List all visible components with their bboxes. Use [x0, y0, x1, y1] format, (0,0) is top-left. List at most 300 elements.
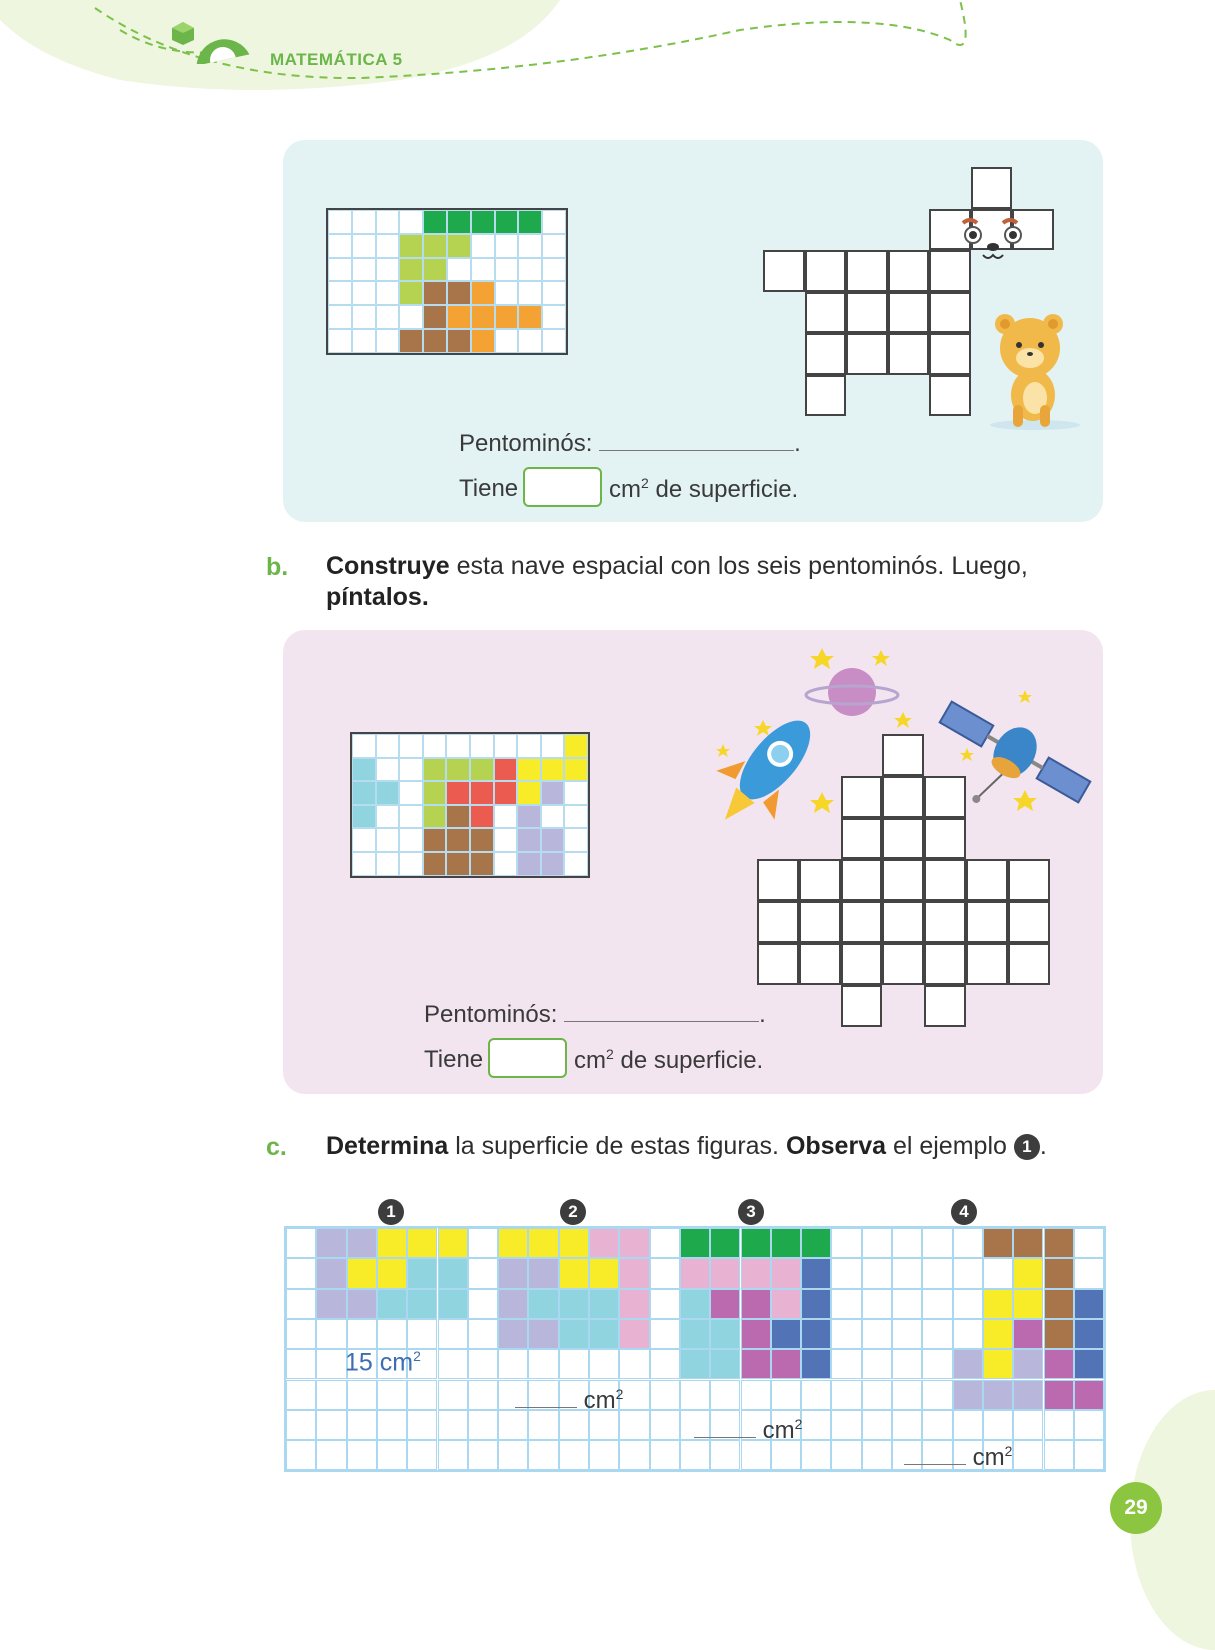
grid-cell	[316, 1440, 346, 1470]
grid-cell	[518, 305, 542, 329]
grid-cell	[438, 1228, 468, 1258]
figure-cell	[757, 901, 799, 943]
grid-cell	[831, 1349, 861, 1379]
grid-cell	[518, 329, 542, 353]
grid-cell	[680, 1228, 710, 1258]
grid-cell	[862, 1410, 892, 1440]
grid-cell	[801, 1289, 831, 1319]
grid-cell	[316, 1228, 346, 1258]
grid-cell	[471, 210, 495, 234]
grid-cell	[376, 210, 400, 234]
grid-cell	[447, 258, 471, 282]
grid-cell	[892, 1349, 922, 1379]
protractor-icon	[192, 22, 254, 64]
grid-cell	[559, 1349, 589, 1379]
instruction-b-bold1: Construye	[326, 552, 450, 580]
grid-cell	[528, 1289, 558, 1319]
instruction-c-text1: la superficie de estas figuras.	[448, 1132, 786, 1160]
grid-cell	[922, 1228, 952, 1258]
figure-3-answer-text: cm	[762, 1417, 795, 1444]
area-input-b[interactable]	[488, 1038, 567, 1078]
grid-cell	[352, 210, 376, 234]
figure-cell	[929, 292, 971, 334]
grid-cell	[741, 1289, 771, 1319]
figure-cell	[882, 901, 924, 943]
grid-cell	[347, 1319, 377, 1349]
figure-cell	[805, 375, 847, 417]
grid-cell	[801, 1380, 831, 1410]
grid-cell	[1074, 1319, 1104, 1349]
grid-cell	[438, 1258, 468, 1288]
figure-cell	[805, 333, 847, 375]
grid-cell	[564, 734, 588, 758]
grid-cell	[619, 1258, 649, 1288]
grid-cell	[680, 1349, 710, 1379]
grid-cell	[1013, 1440, 1043, 1470]
grid-cell	[494, 852, 518, 876]
grid-cell	[892, 1258, 922, 1288]
grid-cell	[831, 1410, 861, 1440]
figure-cell	[841, 859, 883, 901]
figure-4-answer-exp: 2	[1004, 1443, 1013, 1459]
grid-cell	[376, 734, 400, 758]
grid-cell	[619, 1380, 649, 1410]
grid-cell	[423, 758, 447, 782]
grid-cell	[423, 234, 447, 258]
grid-cell	[892, 1289, 922, 1319]
grid-cell	[517, 805, 541, 829]
grid-cell	[495, 329, 519, 353]
figure-4-blank[interactable]	[904, 1464, 966, 1465]
grid-cell	[564, 781, 588, 805]
grid-cell	[1044, 1289, 1074, 1319]
grid-cell	[399, 758, 423, 782]
grid-cell	[1074, 1258, 1104, 1288]
grid-cell	[710, 1258, 740, 1288]
grid-cell	[831, 1228, 861, 1258]
grid-cell	[468, 1380, 498, 1410]
grid-cell	[423, 734, 447, 758]
figure-cell	[799, 943, 841, 985]
grid-cell	[423, 258, 447, 282]
grid-cell	[352, 258, 376, 282]
grid-cell	[376, 281, 400, 305]
grid-cell	[564, 758, 588, 782]
grid-cell	[446, 758, 470, 782]
grid-cell	[446, 781, 470, 805]
pentominos-label-b: Pentominós:	[424, 1001, 558, 1028]
grid-cell	[1074, 1380, 1104, 1410]
figure-4-answer[interactable]	[904, 1443, 1012, 1472]
grid-cell	[650, 1228, 680, 1258]
grid-cell	[528, 1440, 558, 1470]
grid-cell	[1044, 1258, 1074, 1288]
grid-cell	[468, 1440, 498, 1470]
grid-cell	[468, 1410, 498, 1440]
header-title: MATEMÁTICA 5	[270, 50, 403, 69]
grid-cell	[831, 1440, 861, 1470]
grid-cell	[517, 781, 541, 805]
grid-cell	[771, 1258, 801, 1288]
grid-cell	[377, 1319, 407, 1349]
grid-cell	[1013, 1228, 1043, 1258]
grid-cell	[347, 1258, 377, 1288]
grid-cell	[468, 1258, 498, 1288]
grid-cell	[376, 305, 400, 329]
grid-cell	[953, 1380, 983, 1410]
grid-cell	[352, 734, 376, 758]
grid-cell	[470, 758, 494, 782]
pentomino-grid-a	[328, 210, 566, 353]
figure-4-number: 4	[951, 1199, 977, 1225]
figure-cell	[846, 292, 888, 334]
grid-cell	[801, 1319, 831, 1349]
instruction-c-text2: el ejemplo	[886, 1132, 1014, 1160]
grid-cell	[559, 1258, 589, 1288]
grid-cell	[518, 210, 542, 234]
grid-cell	[771, 1349, 801, 1379]
grid-cell	[1044, 1319, 1074, 1349]
grid-cell	[589, 1228, 619, 1258]
grid-cell	[564, 852, 588, 876]
grid-cell	[316, 1319, 346, 1349]
figure-cell	[924, 943, 966, 985]
figure-cell	[841, 985, 883, 1027]
grid-cell	[377, 1410, 407, 1440]
grid-cell	[399, 734, 423, 758]
grid-cell	[922, 1258, 952, 1288]
grid-cell	[407, 1319, 437, 1349]
grid-cell	[953, 1258, 983, 1288]
grid-cell	[377, 1258, 407, 1288]
grid-cell	[495, 281, 519, 305]
bear-illustration	[985, 310, 1085, 430]
grid-cell	[399, 828, 423, 852]
grid-cell	[495, 210, 519, 234]
figure-cell	[757, 859, 799, 901]
grid-cell	[680, 1289, 710, 1319]
figure-1-answer	[345, 1348, 421, 1377]
grid-cell	[328, 210, 352, 234]
figure-cell	[929, 333, 971, 375]
figure-cell	[799, 901, 841, 943]
grid-cell	[801, 1228, 831, 1258]
grid-cell	[892, 1410, 922, 1440]
grid-cell	[801, 1440, 831, 1470]
grid-cell	[517, 758, 541, 782]
grid-cell	[589, 1258, 619, 1288]
grid-cell	[447, 234, 471, 258]
grid-cell	[619, 1349, 649, 1379]
figure-cell	[805, 292, 847, 334]
grid-cell	[494, 734, 518, 758]
grid-cell	[771, 1228, 801, 1258]
figure-3-answer-exp: 2	[794, 1416, 803, 1432]
figure-cell	[888, 250, 930, 292]
figure-cell	[1008, 859, 1050, 901]
grid-cell	[619, 1228, 649, 1258]
grid-cell	[438, 1440, 468, 1470]
figure-3-number: 3	[738, 1199, 764, 1225]
grid-cell	[494, 781, 518, 805]
dog-face	[955, 215, 1025, 265]
grid-cell	[352, 305, 376, 329]
grid-cell	[528, 1319, 558, 1349]
grid-cell	[1044, 1440, 1074, 1470]
grid-cell	[680, 1380, 710, 1410]
grid-cell	[352, 329, 376, 353]
grid-cell	[710, 1228, 740, 1258]
grid-cell	[710, 1319, 740, 1349]
grid-cell	[541, 805, 565, 829]
grid-cell	[352, 805, 376, 829]
grid-cell	[352, 828, 376, 852]
figure-cell	[1008, 943, 1050, 985]
area-input-a[interactable]	[523, 467, 602, 507]
grid-cell	[892, 1228, 922, 1258]
tiene-label-b: Tiene	[424, 1046, 484, 1073]
grid-cell	[286, 1289, 316, 1319]
grid-cell	[650, 1289, 680, 1319]
grid-cell	[447, 281, 471, 305]
example-num-badge: 1	[1014, 1134, 1040, 1160]
pentominos-line-b: Pentominós: .	[424, 1001, 766, 1028]
grid-cell	[468, 1289, 498, 1319]
figure-3-blank[interactable]	[694, 1437, 756, 1438]
figure-cell	[763, 250, 805, 292]
grid-cell	[328, 329, 352, 353]
grid-cell	[771, 1289, 801, 1319]
grid-cell	[528, 1349, 558, 1379]
section-b-letter: b.	[266, 553, 289, 581]
grid-cell	[528, 1258, 558, 1288]
grid-cell	[741, 1319, 771, 1349]
grid-cell	[619, 1410, 649, 1440]
grid-cell	[468, 1228, 498, 1258]
figure-1-answer-exp: 2	[413, 1348, 421, 1364]
figure-cell	[846, 250, 888, 292]
grid-cell	[542, 305, 566, 329]
grid-cell	[953, 1289, 983, 1319]
grid-cell	[517, 828, 541, 852]
grid-cell	[399, 805, 423, 829]
grid-cell	[518, 281, 542, 305]
grid-cell	[376, 781, 400, 805]
figure-cell	[966, 943, 1008, 985]
grid-cell	[1074, 1440, 1104, 1470]
grid-cell	[710, 1349, 740, 1379]
grid-cell	[423, 852, 447, 876]
grid-cell	[399, 305, 423, 329]
grid-cell	[680, 1319, 710, 1349]
figure-cell	[924, 859, 966, 901]
grid-cell	[983, 1380, 1013, 1410]
grid-cell	[468, 1319, 498, 1349]
figure-cell	[924, 901, 966, 943]
grid-cell	[328, 234, 352, 258]
figure-cell	[966, 859, 1008, 901]
grid-cell	[953, 1228, 983, 1258]
figure-cell	[882, 859, 924, 901]
grid-cell	[862, 1258, 892, 1288]
grid-cell	[446, 828, 470, 852]
grid-cell	[399, 234, 423, 258]
grid-cell	[1013, 1349, 1043, 1379]
grid-cell	[328, 305, 352, 329]
grid-cell	[423, 828, 447, 852]
grid-cell	[619, 1440, 649, 1470]
grid-cell	[518, 234, 542, 258]
grid-cell	[328, 281, 352, 305]
grid-cell	[498, 1258, 528, 1288]
grid-cell	[650, 1440, 680, 1470]
grid-cell	[286, 1349, 316, 1379]
grid-cell	[542, 329, 566, 353]
grid-cell	[619, 1289, 649, 1319]
grid-cell	[438, 1349, 468, 1379]
grid-cell	[922, 1380, 952, 1410]
grid-cell	[831, 1319, 861, 1349]
figure-2-answer[interactable]	[515, 1386, 623, 1415]
grid-cell	[741, 1349, 771, 1379]
grid-cell	[650, 1410, 680, 1440]
figure-3-answer[interactable]	[694, 1416, 802, 1445]
grid-cell	[286, 1440, 316, 1470]
grid-cell	[286, 1319, 316, 1349]
instruction-b-bold2: píntalos.	[326, 583, 429, 611]
grid-cell	[328, 258, 352, 282]
grid-cell	[741, 1258, 771, 1288]
grid-cell	[471, 305, 495, 329]
grid-cell	[542, 258, 566, 282]
grid-cell	[862, 1289, 892, 1319]
pentominos-label-a: Pentominós:	[459, 430, 593, 457]
grid-cell	[316, 1258, 346, 1288]
grid-cell	[471, 329, 495, 353]
figure-cell	[888, 292, 930, 334]
figure-2-answer-text: cm	[583, 1387, 616, 1414]
grid-cell	[892, 1380, 922, 1410]
grid-cell	[1013, 1410, 1043, 1440]
figure-cell	[841, 901, 883, 943]
figure-cell	[888, 333, 930, 375]
grid-cell	[650, 1349, 680, 1379]
grid-cell	[498, 1228, 528, 1258]
grid-cell	[447, 329, 471, 353]
grid-cell	[447, 305, 471, 329]
grid-cell	[1013, 1380, 1043, 1410]
grid-cell	[470, 828, 494, 852]
figure-cell	[929, 375, 971, 417]
grid-cell	[286, 1228, 316, 1258]
grid-cell	[1013, 1289, 1043, 1319]
unit-label-a: cm	[609, 476, 641, 503]
figure-2-answer-exp: 2	[615, 1386, 624, 1402]
instruction-c-bold1: Determina	[326, 1132, 449, 1160]
tiene-label-a: Tiene	[459, 475, 519, 502]
space-illustration	[715, 640, 1095, 850]
grid-cell	[710, 1380, 740, 1410]
grid-cell	[316, 1410, 346, 1440]
pentominos-blank-b[interactable]	[564, 1021, 759, 1022]
figure-cell	[1008, 901, 1050, 943]
grid-cell	[650, 1380, 680, 1410]
grid-cell	[495, 305, 519, 329]
grid-cell	[377, 1380, 407, 1410]
grid-cell	[542, 210, 566, 234]
unit-label-b: cm	[574, 1047, 606, 1074]
page-number: 29	[1110, 1482, 1162, 1534]
grid-cell	[347, 1289, 377, 1319]
grid-cell	[316, 1289, 346, 1319]
grid-cell	[541, 828, 565, 852]
grid-cell	[542, 234, 566, 258]
grid-cell	[541, 852, 565, 876]
grid-cell	[376, 258, 400, 282]
grid-cell	[376, 805, 400, 829]
header-decoration	[0, 0, 1215, 110]
grid-cell	[423, 805, 447, 829]
grid-cell	[471, 258, 495, 282]
grid-cell	[741, 1380, 771, 1410]
grid-cell	[650, 1258, 680, 1288]
figure-cell	[799, 859, 841, 901]
grid-cell	[922, 1410, 952, 1440]
grid-cell	[316, 1349, 346, 1379]
grid-cell	[498, 1440, 528, 1470]
grid-cell	[771, 1380, 801, 1410]
grid-cell	[423, 781, 447, 805]
figure-cell	[846, 333, 888, 375]
grid-cell	[399, 329, 423, 353]
grid-cell	[438, 1380, 468, 1410]
figure-cell	[971, 167, 1013, 209]
grid-cell	[316, 1380, 346, 1410]
unit-exp-b: 2	[606, 1046, 614, 1062]
figure-cell	[882, 943, 924, 985]
grid-cell	[376, 234, 400, 258]
grid-cell	[1044, 1410, 1074, 1440]
figure-cell	[924, 985, 966, 1027]
grid-cell	[376, 329, 400, 353]
grid-cell	[541, 781, 565, 805]
grid-cell	[862, 1228, 892, 1258]
grid-cell	[741, 1228, 771, 1258]
grid-cell	[438, 1410, 468, 1440]
pentominos-blank-a[interactable]	[599, 450, 794, 451]
figure-2-blank[interactable]	[515, 1407, 577, 1408]
grid-cell	[1013, 1258, 1043, 1288]
grid-cell	[862, 1380, 892, 1410]
grid-cell	[983, 1349, 1013, 1379]
grid-cell	[517, 852, 541, 876]
grid-cell	[983, 1228, 1013, 1258]
grid-cell	[376, 852, 400, 876]
grid-cell	[559, 1289, 589, 1319]
grid-cell	[831, 1289, 861, 1319]
grid-cell	[559, 1319, 589, 1349]
grid-cell	[1044, 1228, 1074, 1258]
grid-cell	[286, 1410, 316, 1440]
grid-cell	[423, 329, 447, 353]
grid-cell	[983, 1258, 1013, 1288]
figure-2-number: 2	[560, 1199, 586, 1225]
grid-cell	[801, 1258, 831, 1288]
unit-line-b	[574, 1046, 763, 1075]
grid-cell	[589, 1289, 619, 1319]
grid-cell	[347, 1410, 377, 1440]
grid-cell	[589, 1349, 619, 1379]
